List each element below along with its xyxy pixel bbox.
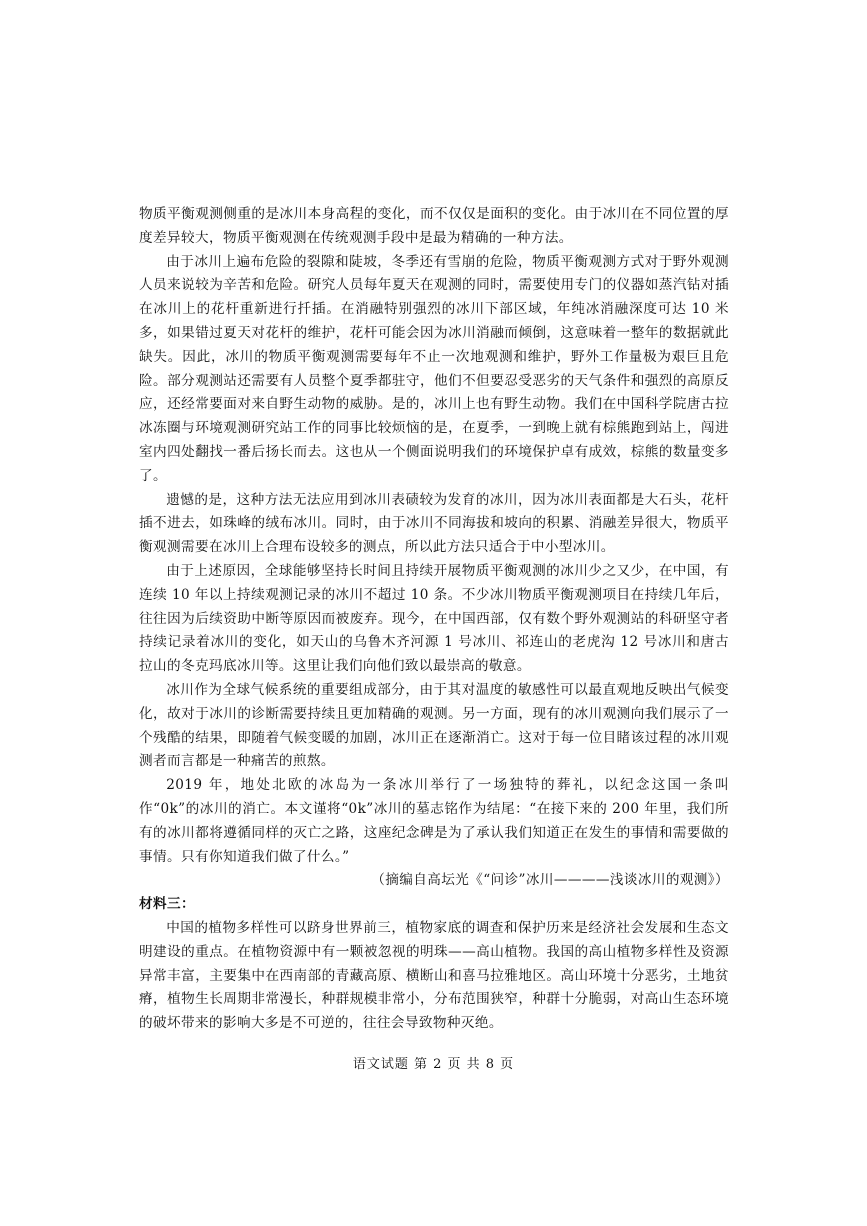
page-footer: 语文试题 第 2 页 共 8 页 — [352, 1057, 515, 1072]
paragraph-climate-indicator: 冰川作为全球气候系统的重要组成部分，由于其对温度的敏感性可以最直观地反映出气候变化，故对于冰川的诊断需要持续且更加精确的观测。另一方面，现有的冰川观测向我们展示了一个残酷的结果，即随着气候变暖的加剧，冰川正在逐渐消亡。这对于每一位目睹该过程的冰川观测者而言都是一种痛苦的煎熬。 — [139, 681, 729, 770]
paragraph-ok-glacier-funeral: 2019 年，地处北欧的冰岛为一条冰川举行了一场独特的葬礼，以纪念这国一条叫作“0k”的冰川的消亡。本文谨将“0k”冰川的墓志铭作为结尾：“在接下来的 200 年里，我们所有的冰川都将遵循同样的灭亡之路，这座纪念碑是为了承认我们知道正在发生的事情和需要做的事情。只有你知道我们做了什么。” — [139, 777, 729, 865]
paragraph-field-hazards: 由于冰川上遍布危险的裂隙和陡坡，冬季还有雪崩的危险，物质平衡观测方式对于野外观测人员来说较为辛苦和危险。研究人员每年夏天在观测的同时，需要使用专门的仪器如蒸汽钻对插在冰川上的花杆重新进行扦插。在消融特别强烈的冰川下部区域，年纯冰消融深度可达 10 米多，如果错过夏天对花杆的维护，花杆可能会因为冰川消融而倾倒，这意味着一整年的数据就此缺失。因此，冰川的物质平衡观测需要每年不止一次地观测和维护，野外工作量极为艰巨且危险。部分观测站还需要有人员整个夏季都驻守，他们不但要忍受恶劣的天气条件和强烈的高原反应，还经常要面对来自野生动物的威胁。是的，冰川上也有野生动物。我们在中国科学院唐古拉冰冻圈与环境观测研究站工作的同事比较烦恼的是，在夏季，一到晚上就有棕熊跑到站上，闯进室内四处翻找一番后扬长而去。这也从一个侧面说明我们的环境保护卓有成效，棕熊的数量变多了。 — [139, 253, 729, 484]
document-body — [139, 203, 729, 1036]
paragraph-long-term-observation: 由于上述原因，全球能够坚持长时间且持续开展物质平衡观测的冰川少之又少，在中国，有连续 10 年以上持续观测记录的冰川不超过 10 条。不少冰川物质平衡观测项目在持续几年后，往往因为后续资助中断等原因而被废弃。现今，在中国西部，仅有数个野外观测站的科研坚守者持续记录着冰川的变化，如天山的乌鲁木齐河源 1 号冰川、祁连山的老虎沟 12 号冰川和唐古拉山的冬克玛底冰川等。这里让我们向他们致以最崇高的敬意。 — [139, 562, 729, 675]
paragraph-method-limits: 遗憾的是，这种方法无法应用到冰川表碛较为发育的冰川，因为冰川表面都是大石头，花杆插不进去，如珠峰的绒布冰川。同时，由于冰川不同海拔和坡向的积累、消融差异很大，物质平衡观测需要在冰川上合理布设较多的测点，所以此方法只适合于中小型冰川。 — [139, 491, 729, 556]
paragraph-alpine-plants: 中国的植物多样性可以跻身世界前三，植物家底的调查和保护历来是经济社会发展和生态文明建设的重点。在植物资源中有一颗被忽视的明珠——高山植物。我国的高山植物多样性及资源异常丰富，主要集中在西南部的青藏高原、横断山和喜马拉雅地区。高山环境十分恶劣，土地贫瘠，植物生长周期非常漫长，种群规模非常小，分布范围狭窄，种群十分脆弱，对高山生态环境的破坏带来的影响大多是不可逆的，往往会导致物种灭绝。 — [139, 919, 729, 1032]
paragraph-mass-balance-intro: 物质平衡观测侧重的是冰川本身高程的变化，而不仅仅是面积的变化。由于冰川在不同位置的厚度差异较大，物质平衡观测在传统观测手段中是最为精确的一种方法。 — [139, 206, 729, 246]
section-heading-material-three: 材料三： — [139, 896, 195, 913]
source-citation: （摘编自高坛光《“问诊”冰川————浅谈冰川的观测》） — [371, 872, 729, 889]
